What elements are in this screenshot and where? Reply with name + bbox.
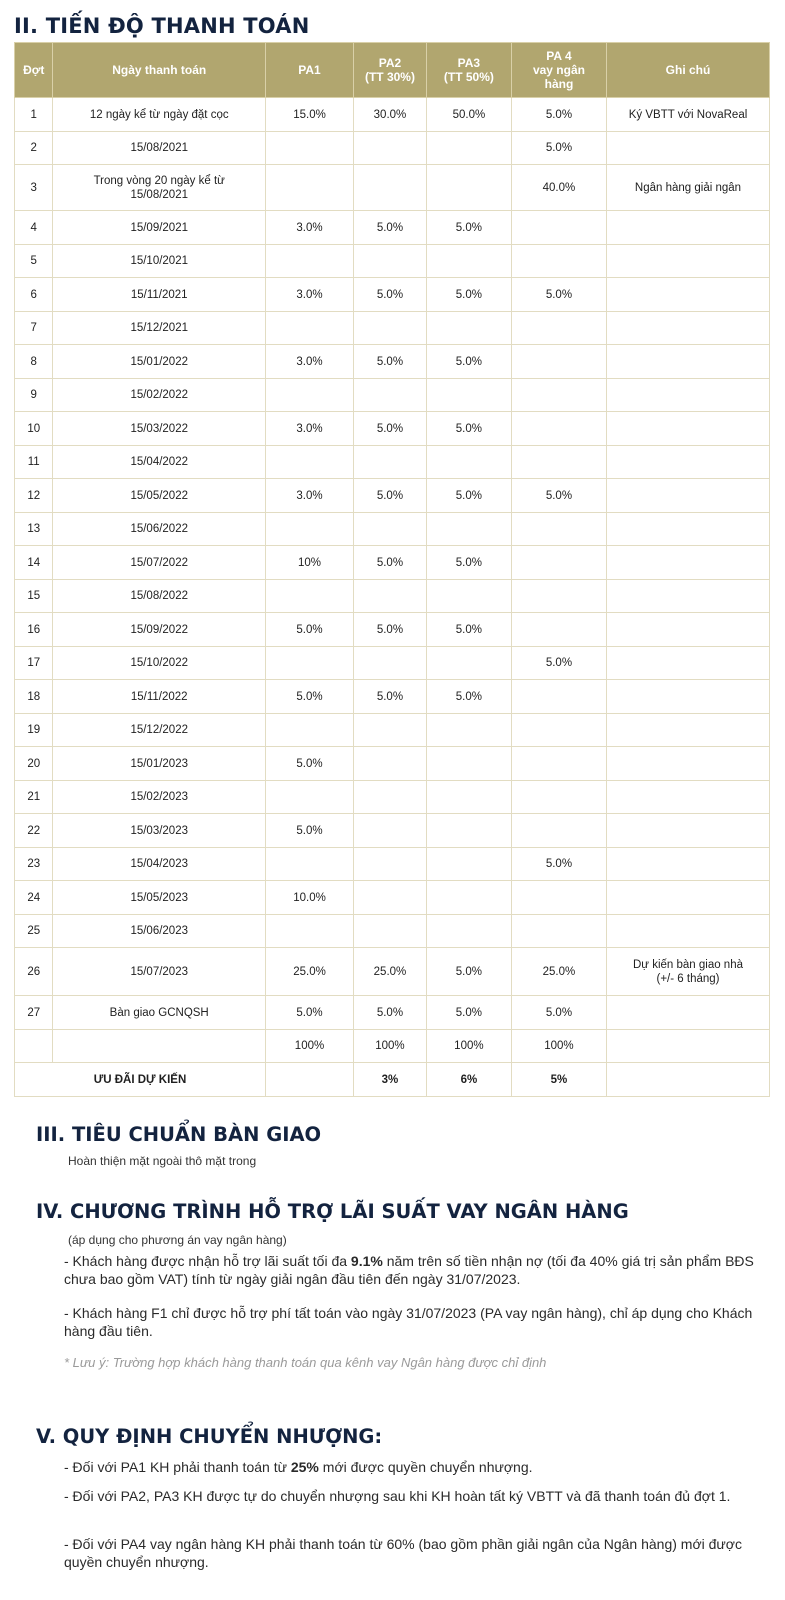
cell-note — [607, 613, 770, 647]
cell-pa2 — [354, 165, 427, 211]
transfer-rule-2: - Đối với PA2, PA3 KH được tự do chuyển nhượng sau khi KH hoàn tất ký VBTT và đã thanh toán đủ đợt 1. — [64, 1488, 731, 1504]
cell-pa4 — [511, 814, 606, 848]
cell-pa4 — [511, 613, 606, 647]
cell-pa1 — [265, 848, 353, 881]
table-row — [15, 948, 770, 996]
cell-dot: 21 — [15, 781, 53, 814]
table-row — [15, 613, 770, 647]
cell-pa2 — [354, 580, 427, 613]
cell-dot: 25 — [15, 915, 53, 948]
cell-pa2 — [354, 747, 427, 781]
cell-date: 15/12/2022 — [53, 714, 266, 747]
cell-pa1: 3.0% — [265, 412, 353, 446]
cell-pa3 — [426, 714, 511, 747]
cell-pa3: 5.0% — [426, 996, 511, 1030]
cell-pa2 — [354, 714, 427, 747]
cell-pa3: 50.0% — [426, 98, 511, 132]
section-title-transfer-rules: V. QUY ĐỊNH CHUYỂN NHƯỢNG: — [36, 1425, 383, 1448]
section-title-loan-support: IV. CHƯƠNG TRÌNH HỖ TRỢ LÃI SUẤT VAY NGÂN HÀNG — [36, 1200, 629, 1223]
cell-dot: 1 — [15, 98, 53, 132]
cell-pa3 — [426, 814, 511, 848]
cell-pa1: 100% — [265, 1030, 353, 1063]
cell-pa2: 100% — [354, 1030, 427, 1063]
cell-pa2: 5.0% — [354, 996, 427, 1030]
cell-pa2: 5.0% — [354, 613, 427, 647]
cell-pa4 — [511, 781, 606, 814]
cell-pa1 — [265, 781, 353, 814]
table-row — [15, 446, 770, 479]
cell-pa1: 10.0% — [265, 881, 353, 915]
cell-pa4: 5.0% — [511, 996, 606, 1030]
cell-pa3 — [426, 513, 511, 546]
cell-date: 12 ngày kể từ ngày đặt cọc — [53, 98, 266, 132]
cell-pa3 — [426, 747, 511, 781]
cell-note — [607, 211, 770, 245]
cell-pa3 — [426, 915, 511, 948]
cell-dot: 3 — [15, 165, 53, 211]
summary-pa2: 3% — [354, 1063, 427, 1097]
cell-dot: 6 — [15, 278, 53, 312]
cell-note — [607, 379, 770, 412]
cell-pa3 — [426, 132, 511, 165]
cell-date: 15/11/2021 — [53, 278, 266, 312]
cell-pa1 — [265, 446, 353, 479]
cell-pa2: 5.0% — [354, 278, 427, 312]
cell-pa1 — [265, 714, 353, 747]
cell-note — [607, 996, 770, 1030]
cell-pa1 — [265, 132, 353, 165]
cell-pa2 — [354, 446, 427, 479]
table-row — [15, 747, 770, 781]
table-row — [15, 98, 770, 132]
cell-pa1 — [265, 647, 353, 680]
cell-pa2: 5.0% — [354, 345, 427, 379]
cell-pa1 — [265, 165, 353, 211]
cell-pa1 — [265, 513, 353, 546]
transfer-rule-1-end: mới được quyền chuyển nhượng. — [318, 1459, 533, 1475]
cell-dot: 5 — [15, 245, 53, 278]
table-row — [15, 345, 770, 379]
cell-note — [607, 245, 770, 278]
cell-pa4 — [511, 412, 606, 446]
cell-note — [607, 747, 770, 781]
cell-pa2: 25.0% — [354, 948, 427, 996]
header-payment-date: Ngày thanh toán — [53, 43, 266, 98]
loan-support-rate: 9.1% — [350, 1253, 383, 1269]
cell-pa2: 5.0% — [354, 412, 427, 446]
section-title-payment-schedule: II. TIẾN ĐỘ THANH TOÁN — [14, 14, 310, 38]
cell-dot: 18 — [15, 680, 53, 714]
cell-dot: 19 — [15, 714, 53, 747]
cell-dot: 4 — [15, 211, 53, 245]
table-row — [15, 1030, 770, 1063]
cell-pa3: 5.0% — [426, 278, 511, 312]
cell-pa4: 5.0% — [511, 98, 606, 132]
cell-pa1: 5.0% — [265, 996, 353, 1030]
cell-pa1: 3.0% — [265, 479, 353, 513]
cell-note — [607, 1030, 770, 1063]
header-pa1: PA1 — [265, 43, 353, 98]
table-row — [15, 132, 770, 165]
cell-date: 15/12/2021 — [53, 312, 266, 345]
cell-pa4 — [511, 881, 606, 915]
cell-pa3 — [426, 379, 511, 412]
loan-support-note: * Lưu ý: Trường hợp khách hàng thanh toán qua kênh vay Ngân hàng được chỉ định — [64, 1355, 547, 1370]
cell-pa1: 5.0% — [265, 680, 353, 714]
cell-pa1: 3.0% — [265, 278, 353, 312]
cell-pa4 — [511, 245, 606, 278]
cell-dot: 13 — [15, 513, 53, 546]
cell-dot: 24 — [15, 881, 53, 915]
cell-note — [607, 546, 770, 580]
cell-pa1: 25.0% — [265, 948, 353, 996]
cell-pa3 — [426, 848, 511, 881]
cell-pa2 — [354, 915, 427, 948]
cell-pa4 — [511, 211, 606, 245]
cell-date: 15/08/2021 — [53, 132, 266, 165]
cell-note — [607, 881, 770, 915]
table-row — [15, 211, 770, 245]
cell-pa4: 100% — [511, 1030, 606, 1063]
cell-pa3 — [426, 781, 511, 814]
cell-note — [607, 513, 770, 546]
loan-support-p1-start: - Khách hàng được nhận hỗ trợ lãi suất tối đa — [64, 1253, 351, 1269]
cell-date: 15/06/2023 — [53, 915, 266, 948]
cell-pa1: 5.0% — [265, 814, 353, 848]
cell-dot: 26 — [15, 948, 53, 996]
table-row — [15, 915, 770, 948]
cell-pa3: 5.0% — [426, 345, 511, 379]
table-row — [15, 781, 770, 814]
cell-note — [607, 915, 770, 948]
cell-pa1: 10% — [265, 546, 353, 580]
cell-note — [607, 580, 770, 613]
cell-pa2: 30.0% — [354, 98, 427, 132]
table-row — [15, 848, 770, 881]
cell-note — [607, 647, 770, 680]
table-row — [15, 881, 770, 915]
table-row — [15, 814, 770, 848]
cell-pa4: 5.0% — [511, 848, 606, 881]
cell-pa4 — [511, 915, 606, 948]
summary-pa3: 6% — [426, 1063, 511, 1097]
cell-note — [607, 345, 770, 379]
cell-dot: 2 — [15, 132, 53, 165]
cell-pa4 — [511, 680, 606, 714]
cell-pa3: 100% — [426, 1030, 511, 1063]
cell-dot: 11 — [15, 446, 53, 479]
transfer-rule-3: - Đối với PA4 vay ngân hàng KH phải thanh toán từ 60% (bao gồm phần giải ngân của Ngân hàng) mới được quyền chuyển nhượng. — [64, 1536, 742, 1570]
cell-pa2 — [354, 781, 427, 814]
cell-date: 15/01/2023 — [53, 747, 266, 781]
cell-dot: 14 — [15, 546, 53, 580]
cell-pa4 — [511, 513, 606, 546]
cell-date: 15/05/2023 — [53, 881, 266, 915]
cell-dot: 17 — [15, 647, 53, 680]
cell-pa2 — [354, 312, 427, 345]
cell-date: 15/02/2023 — [53, 781, 266, 814]
cell-note — [607, 446, 770, 479]
cell-dot: 12 — [15, 479, 53, 513]
cell-pa4: 25.0% — [511, 948, 606, 996]
cell-dot: 16 — [15, 613, 53, 647]
cell-date: Bàn giao GCNQSH — [53, 996, 266, 1030]
cell-pa2 — [354, 379, 427, 412]
cell-date: 15/03/2022 — [53, 412, 266, 446]
cell-pa3 — [426, 580, 511, 613]
cell-note — [607, 132, 770, 165]
cell-note — [607, 714, 770, 747]
cell-note: Dự kiến bàn giao nhà (+/- 6 tháng) — [607, 948, 770, 996]
transfer-rule-1-percent: 25% — [290, 1459, 319, 1475]
header-pa3: PA3 (TT 50%) — [426, 43, 511, 98]
cell-dot: 22 — [15, 814, 53, 848]
cell-pa2 — [354, 881, 427, 915]
table-header-row — [15, 43, 770, 98]
summary-pa1 — [265, 1063, 353, 1097]
cell-pa3: 5.0% — [426, 211, 511, 245]
cell-date: 15/11/2022 — [53, 680, 266, 714]
table-row — [15, 312, 770, 345]
cell-date: 15/01/2022 — [53, 345, 266, 379]
cell-note — [607, 278, 770, 312]
cell-date — [53, 1030, 266, 1063]
summary-note — [607, 1063, 770, 1097]
table-row — [15, 379, 770, 412]
cell-pa3 — [426, 312, 511, 345]
cell-pa2 — [354, 848, 427, 881]
table-row — [15, 714, 770, 747]
cell-dot: 7 — [15, 312, 53, 345]
table-row — [15, 479, 770, 513]
cell-note — [607, 312, 770, 345]
cell-date: 15/04/2022 — [53, 446, 266, 479]
cell-pa2: 5.0% — [354, 479, 427, 513]
cell-pa3 — [426, 165, 511, 211]
summary-row — [15, 1063, 770, 1097]
cell-pa4: 40.0% — [511, 165, 606, 211]
summary-label: ƯU ĐÃI DỰ KIẾN — [15, 1063, 266, 1097]
cell-pa4 — [511, 345, 606, 379]
cell-pa1 — [265, 379, 353, 412]
handover-standard-text: Hoàn thiện mặt ngoài thô mặt trong — [68, 1154, 257, 1168]
cell-pa2: 5.0% — [354, 546, 427, 580]
table-row — [15, 546, 770, 580]
cell-pa2 — [354, 814, 427, 848]
cell-pa4 — [511, 580, 606, 613]
cell-pa2: 5.0% — [354, 211, 427, 245]
table-row — [15, 245, 770, 278]
cell-note — [607, 781, 770, 814]
cell-note: Ký VBTT với NovaReal — [607, 98, 770, 132]
cell-date: 15/10/2022 — [53, 647, 266, 680]
cell-note — [607, 479, 770, 513]
cell-pa3 — [426, 245, 511, 278]
cell-pa2: 5.0% — [354, 680, 427, 714]
cell-dot: 23 — [15, 848, 53, 881]
header-dot: Đợt — [15, 43, 53, 98]
table-row — [15, 680, 770, 714]
cell-date: 15/04/2023 — [53, 848, 266, 881]
cell-note — [607, 412, 770, 446]
cell-pa4 — [511, 379, 606, 412]
cell-dot: 15 — [15, 580, 53, 613]
cell-pa4 — [511, 312, 606, 345]
cell-date: 15/06/2022 — [53, 513, 266, 546]
section-title-handover-standard: III. TIÊU CHUẨN BÀN GIAO — [36, 1123, 322, 1146]
loan-support-subtitle: (áp dụng cho phương án vay ngân hàng) — [68, 1233, 287, 1247]
loan-support-paragraph-1 — [64, 1252, 764, 1288]
cell-pa4: 5.0% — [511, 278, 606, 312]
loan-support-paragraph-2: - Khách hàng F1 chỉ được hỗ trợ phí tất toán vào ngày 31/07/2023 (PA vay ngân hàng), chỉ áp dụng cho Khách hàng đầu tiên. — [64, 1305, 753, 1339]
cell-date: 15/02/2022 — [53, 379, 266, 412]
table-row — [15, 278, 770, 312]
table-row — [15, 580, 770, 613]
cell-pa3 — [426, 647, 511, 680]
cell-pa3: 5.0% — [426, 948, 511, 996]
transfer-rule-1 — [64, 1458, 764, 1476]
cell-pa3 — [426, 446, 511, 479]
cell-dot: 27 — [15, 996, 53, 1030]
cell-pa1: 5.0% — [265, 747, 353, 781]
transfer-rule-1-start: - Đối với PA1 KH phải thanh toán từ — [64, 1459, 291, 1475]
cell-pa4 — [511, 747, 606, 781]
cell-note — [607, 814, 770, 848]
cell-pa1 — [265, 580, 353, 613]
cell-pa3: 5.0% — [426, 479, 511, 513]
cell-pa1: 3.0% — [265, 345, 353, 379]
cell-pa1 — [265, 312, 353, 345]
cell-dot: 10 — [15, 412, 53, 446]
cell-date: 15/07/2023 — [53, 948, 266, 996]
cell-pa3: 5.0% — [426, 680, 511, 714]
cell-date: 15/09/2021 — [53, 211, 266, 245]
table-row — [15, 412, 770, 446]
cell-pa4: 5.0% — [511, 479, 606, 513]
cell-date: 15/09/2022 — [53, 613, 266, 647]
cell-pa1: 3.0% — [265, 211, 353, 245]
cell-pa3: 5.0% — [426, 546, 511, 580]
cell-pa3: 5.0% — [426, 412, 511, 446]
header-note: Ghi chú — [607, 43, 770, 98]
cell-pa2 — [354, 245, 427, 278]
cell-dot: 20 — [15, 747, 53, 781]
cell-date: 15/05/2022 — [53, 479, 266, 513]
cell-date: 15/08/2022 — [53, 580, 266, 613]
cell-pa3 — [426, 881, 511, 915]
header-pa4: PA 4 vay ngân hàng — [511, 43, 606, 98]
table-row — [15, 165, 770, 211]
cell-note — [607, 848, 770, 881]
summary-pa4: 5% — [511, 1063, 606, 1097]
cell-pa1: 15.0% — [265, 98, 353, 132]
cell-note: Ngân hàng giải ngân — [607, 165, 770, 211]
cell-pa4 — [511, 546, 606, 580]
cell-pa4: 5.0% — [511, 647, 606, 680]
cell-dot: 8 — [15, 345, 53, 379]
cell-pa4 — [511, 446, 606, 479]
header-pa2: PA2 (TT 30%) — [354, 43, 427, 98]
cell-pa1 — [265, 915, 353, 948]
table-row — [15, 647, 770, 680]
cell-dot: 9 — [15, 379, 53, 412]
cell-date: 15/10/2021 — [53, 245, 266, 278]
cell-date: 15/07/2022 — [53, 546, 266, 580]
table-row — [15, 513, 770, 546]
cell-date: 15/03/2023 — [53, 814, 266, 848]
cell-pa2 — [354, 647, 427, 680]
cell-pa2 — [354, 132, 427, 165]
cell-pa1: 5.0% — [265, 613, 353, 647]
table-row — [15, 996, 770, 1030]
cell-date: Trong vòng 20 ngày kể từ 15/08/2021 — [53, 165, 266, 211]
cell-dot — [15, 1030, 53, 1063]
cell-pa3: 5.0% — [426, 613, 511, 647]
payment-schedule-table — [14, 42, 770, 1097]
cell-pa2 — [354, 513, 427, 546]
cell-pa1 — [265, 245, 353, 278]
loan-support-p1-end: năm trên số tiền nhận nợ (tối đa 40% giá trị sản phẩm BĐS chưa bao gồm VAT) tính từ ngày giải ngân đầu tiên đến ngày 31/07/2023. — [64, 1253, 754, 1287]
cell-pa4: 5.0% — [511, 132, 606, 165]
cell-note — [607, 680, 770, 714]
cell-pa4 — [511, 714, 606, 747]
